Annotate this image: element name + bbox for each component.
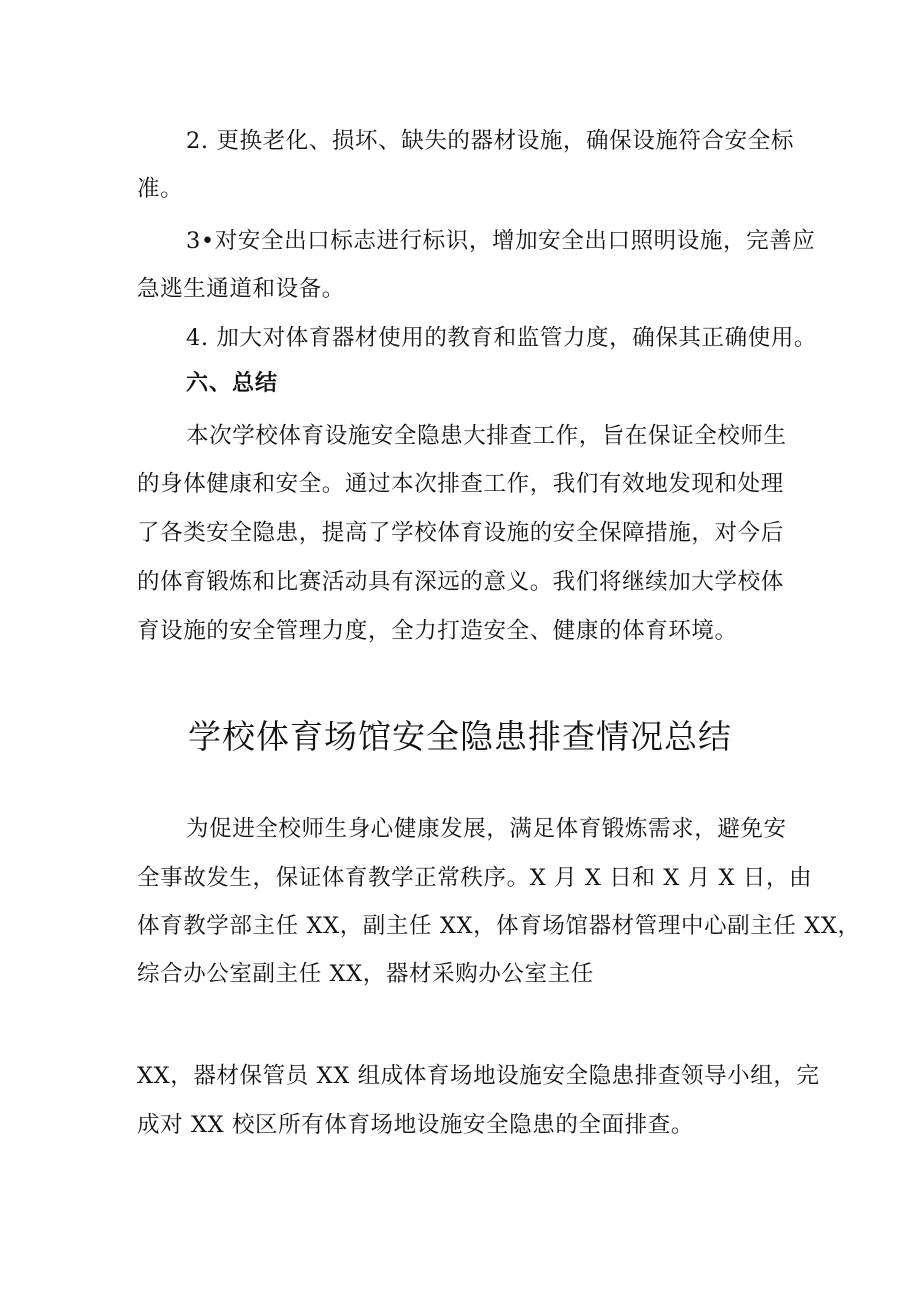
intro-line-1: 为促进全校师生身心健康发展，满足体育锻炼需求，避免安: [186, 816, 787, 842]
continuation-line-1: XX，器材保管员 XX 组成体育场地设施安全隐患排查领导小组，完: [137, 1063, 820, 1089]
section-heading-summary: 六、总结: [186, 371, 279, 396]
item-2-line-1: 2. 更换老化、损坏、缺失的器材设施，确保设施符合安全标: [186, 128, 794, 154]
item-3-line-1: 3•对安全出口标志进行标识，增加安全出口照明设施，完善应: [186, 228, 816, 254]
summary-line-2: 的身体健康和安全。通过本次排查工作，我们有效地发现和处理: [137, 471, 784, 497]
intro-line-3: 体育教学部主任 XX，副主任 XX，体育场馆器材管理中心副主任 XX，: [137, 913, 861, 939]
intro-line-2: 全事故发生，保证体育教学正常秩序。X 月 X 日和 X 月 X 日，由: [137, 865, 813, 891]
continuation-line-2: 成对 XX 校区所有体育场地设施安全隐患的全面排查。: [137, 1112, 694, 1138]
intro-line-4: 综合办公室副主任 XX，器材采购办公室主任: [137, 961, 594, 987]
summary-line-1: 本次学校体育设施安全隐患大排查工作，旨在保证全校师生: [186, 423, 787, 449]
item-2-line-2: 准。: [137, 176, 184, 202]
item-4-line-1: 4. 加大对体育器材使用的教育和监管力度，确保其正确使用。: [186, 325, 818, 351]
document-title: 学校体育场馆安全隐患排查情况总结: [188, 717, 732, 756]
summary-line-5: 育设施的安全管理力度，全力打造安全、健康的体育环境。: [137, 618, 738, 644]
summary-line-3: 了各类安全隐患，提高了学校体育设施的安全保障措施，对今后: [137, 520, 784, 546]
item-3-line-2: 急逃生通道和设备。: [137, 276, 345, 302]
summary-line-4: 的体育锻炼和比赛活动具有深远的意义。我们将继续加大学校体: [137, 569, 784, 595]
